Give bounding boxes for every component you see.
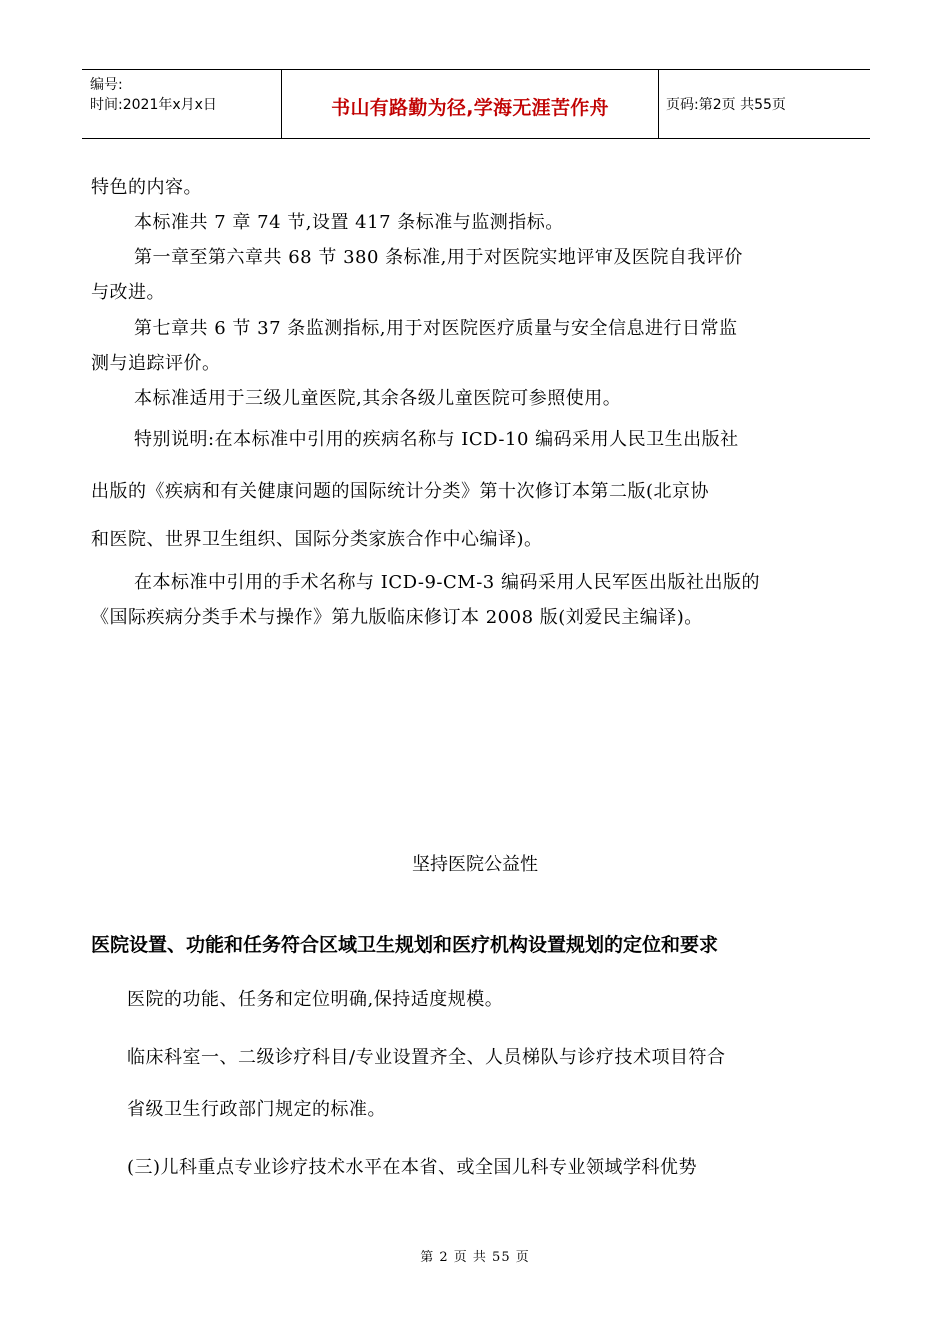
body-line: 第一章至第六章共 68 节 380 条标准,用于对医院实地评审及医院自我评价 — [134, 247, 743, 268]
list-item: 省级卫生行政部门规定的标准。 — [127, 1099, 386, 1120]
body-line: 和医院、世界卫生组织、国际分类家族合作中心编译)。 — [91, 529, 543, 550]
body-line: 在本标准中引用的手术名称与 ICD-9-CM-3 编码采用人民军医出版社出版的 — [134, 572, 760, 593]
body-line: 出版的《疾病和有关健康问题的国际统计分类》第十次修订本第二版(北京协 — [91, 481, 710, 502]
page-header — [82, 69, 870, 139]
body-line: 本标准适用于三级儿童医院,其余各级儿童医院可参照使用。 — [134, 388, 622, 409]
list-item: (三)儿科重点专业诊疗技术水平在本省、或全国儿科专业领域学科优势 — [127, 1157, 698, 1178]
header-meta — [82, 70, 282, 138]
body-line: 特色的内容。 — [91, 177, 202, 198]
body-line: 特别说明:在本标准中引用的疾病名称与 ICD-10 编码采用人民卫生出版社 — [134, 429, 739, 450]
date-label: 时间:2021年x月x日 — [90, 97, 217, 113]
list-item: 医院的功能、任务和定位明确,保持适度规模。 — [127, 989, 504, 1010]
body-line: 与改进。 — [91, 282, 165, 303]
body-line: 第七章共 6 节 37 条监测指标,用于对医院医疗质量与安全信息进行日常监 — [134, 318, 738, 339]
subsection-title: 医院设置、功能和任务符合区域卫生规划和医疗机构设置规划的定位和要求 — [91, 934, 719, 956]
body-line: 《国际疾病分类手术与操作》第九版临床修订本 2008 版(刘爱民主编译)。 — [91, 607, 703, 628]
page-footer: 第 2 页 共 55 页 — [420, 1250, 530, 1265]
body-line: 测与追踪评价。 — [91, 353, 221, 374]
page-info: 页码:第2页 共55页 — [666, 97, 786, 113]
body-line: 本标准共 7 章 74 节,设置 417 条标准与监测指标。 — [134, 212, 564, 233]
number-label: 编号: — [90, 77, 123, 93]
section-title: 坚持医院公益性 — [412, 854, 538, 875]
list-item: 临床科室一、二级诊疗科目/专业设置齐全、人员梯队与诊疗技术项目符合 — [127, 1047, 726, 1068]
motto-text: 书山有路勤为径,学海无涯苦作舟 — [331, 97, 609, 119]
header-motto-cell — [282, 70, 659, 138]
